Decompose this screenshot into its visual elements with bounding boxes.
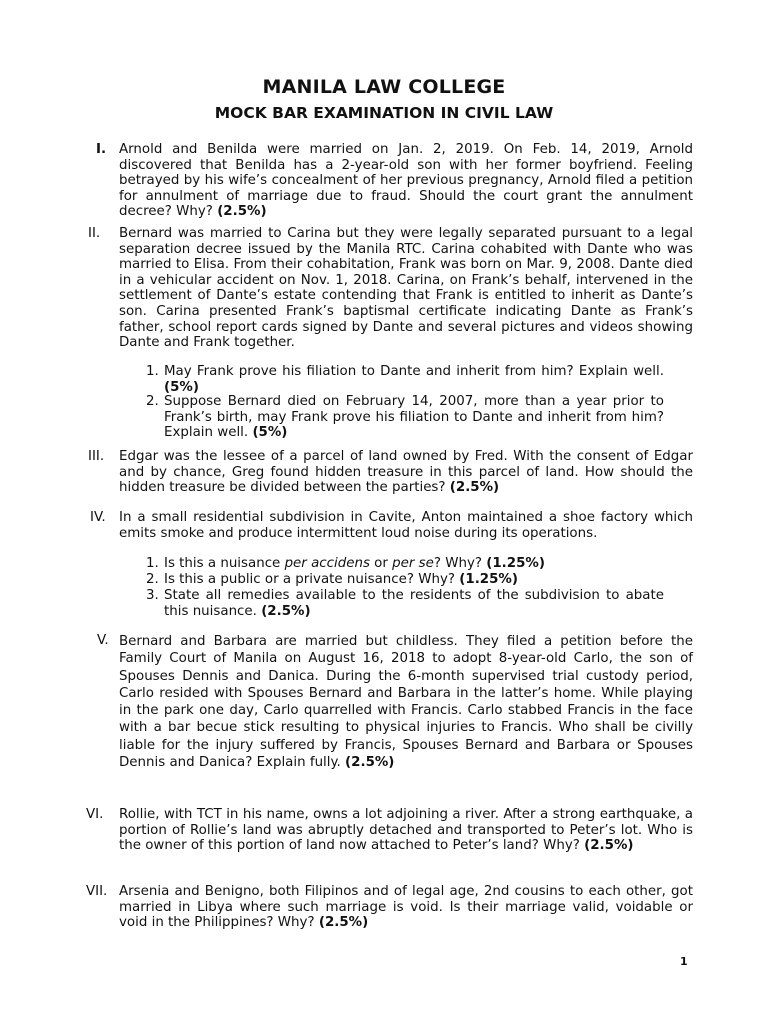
sub-points: (1.25%) [459,572,518,587]
question-text: Edgar was the lessee of a parcel of land owned by Fred. With the consent of Edgar and by chance, Greg found hidden treasure in this parcel of land. How should the hidden treasure be divided between the parties? [119,449,693,496]
college-title: MANILA LAW COLLEGE [262,76,506,98]
sub-text: State all remedies available to the residents of the subdivision to abate this nuisance. [164,588,664,619]
sub-points: (5%) [252,425,288,441]
question-text: Bernard was married to Carina but they were legally separated pursuant to a legal separation decree issued by the Manila RTC. Carina cohabited with Dante who was married to Elisa. From their cohabitation, Frank was born on Mar. 9, 2008. Dante died in a vehicular accident on Nov. 1, 2018. Carina, on Frank’s behalf, intervened in the settlement of Dante’s estate contending that Frank is entitled to inherit as Dante’s son. Carina presented Frank’s baptismal certificate indicating Dante as Frank’s father, school report cards signed by Dante and several pictures and videos showing Dante and Frank together. [119,226,693,351]
question-points: (2.5%) [318,915,369,931]
question-text: Arnold and Benilda were married on Jan. 2, 2019. On Feb. 14, 2019, Arnold discovered that Benilda has a 2-year-old son with her former boyfriend. Feeling betrayed by his wife’s concealment of her previous pregnancy, Arnold filed a petition for annulment of marriage due to fraud. Should the court grant the annulment decree? Why? [119,142,693,220]
sub-points: (5%) [164,379,199,395]
question-text: Rollie, with TCT in his name, owns a lot adjoining a river. After a strong earthquake, a portion of Rollie’s land was abruptly detached and transported to Peter’s lot. Who is the owner of this portion of land now attached to Peter’s land? Why? [119,807,693,854]
sub-number: 3. [146,588,159,603]
question-text: In a small residential subdivision in Cavite, Anton maintained a shoe factory which emits smoke and produce intermittent loud noise during its operations. [119,510,693,541]
question-number: II. [88,226,101,241]
question-number: VI. [86,807,104,822]
page-number: 1 [680,955,688,968]
question-text: Bernard and Barbara are married but childless. They filed a petition before the Family Court of Manila on August 16, 2018 to adopt 8-year-old Carlo, the son of Spouses Dennis and Danica. During the 6-month supervised trial custody period, Carlo resided with Spouses Bernard and Barbara in the latter’s home. While playing in the park one day, Carlo quarrelled with Francis. Carlo stabbed Francis in the face with a bar becue stick resulting to physical injuries to Francis. Who shall be civilly liable for the injury suffered by Francis, Spouses Bernard and Barbara or Spouses Dennis and Danica? Explain fully. [119,634,693,771]
sub-text: May Frank prove his filiation to Dante and inherit from him? Explain well. [164,364,664,379]
question-points: (2.5%) [449,480,500,496]
question-number: V. [97,633,109,648]
question-4-sub-2 [146,572,664,588]
question-2 [119,226,693,351]
question-number: IV. [90,510,106,525]
sub-number: 2. [146,572,159,587]
question-points: (2.5%) [217,204,267,220]
question-number: III. [88,449,105,464]
question-7 [119,884,693,931]
question-2-sub-1 [146,364,664,395]
sub-points: (1.25%) [486,556,545,571]
sub-number: 1. [146,556,159,571]
sub-number: 1. [146,364,159,379]
exam-title: MOCK BAR EXAMINATION IN CIVIL LAW [214,104,554,122]
question-6 [119,807,693,854]
question-points: (2.5%) [345,755,395,771]
question-4 [119,510,693,541]
question-3 [119,449,693,496]
question-points: (2.5%) [584,838,634,854]
question-5 [119,633,693,771]
question-text: Arsenia and Benigno, both Filipinos and of legal age, 2nd cousins to each other, got married in Libya where such marriage is void. Is their marriage valid, voidable or void in the Philippines? Why? [119,884,693,931]
sub-text: Is this a public or a private nuisance? Why? [164,572,455,587]
question-number: VII. [86,884,108,899]
question-2-sub-2 [146,394,664,441]
question-4-sub-3 [146,588,664,619]
question-4-sub-1: 1. Is this a nuisance per accidens or per se? Why? (1.25%) [146,556,545,571]
sub-points: (2.5%) [261,603,311,619]
question-number: I. [96,142,107,157]
question-1 [119,142,693,220]
sub-text: Suppose Bernard died on February 14, 2007, more than a year prior to Frank’s birth, may Frank prove his filiation to Dante and inherit from him? Explain well. [164,394,664,441]
sub-number: 2. [146,394,159,409]
